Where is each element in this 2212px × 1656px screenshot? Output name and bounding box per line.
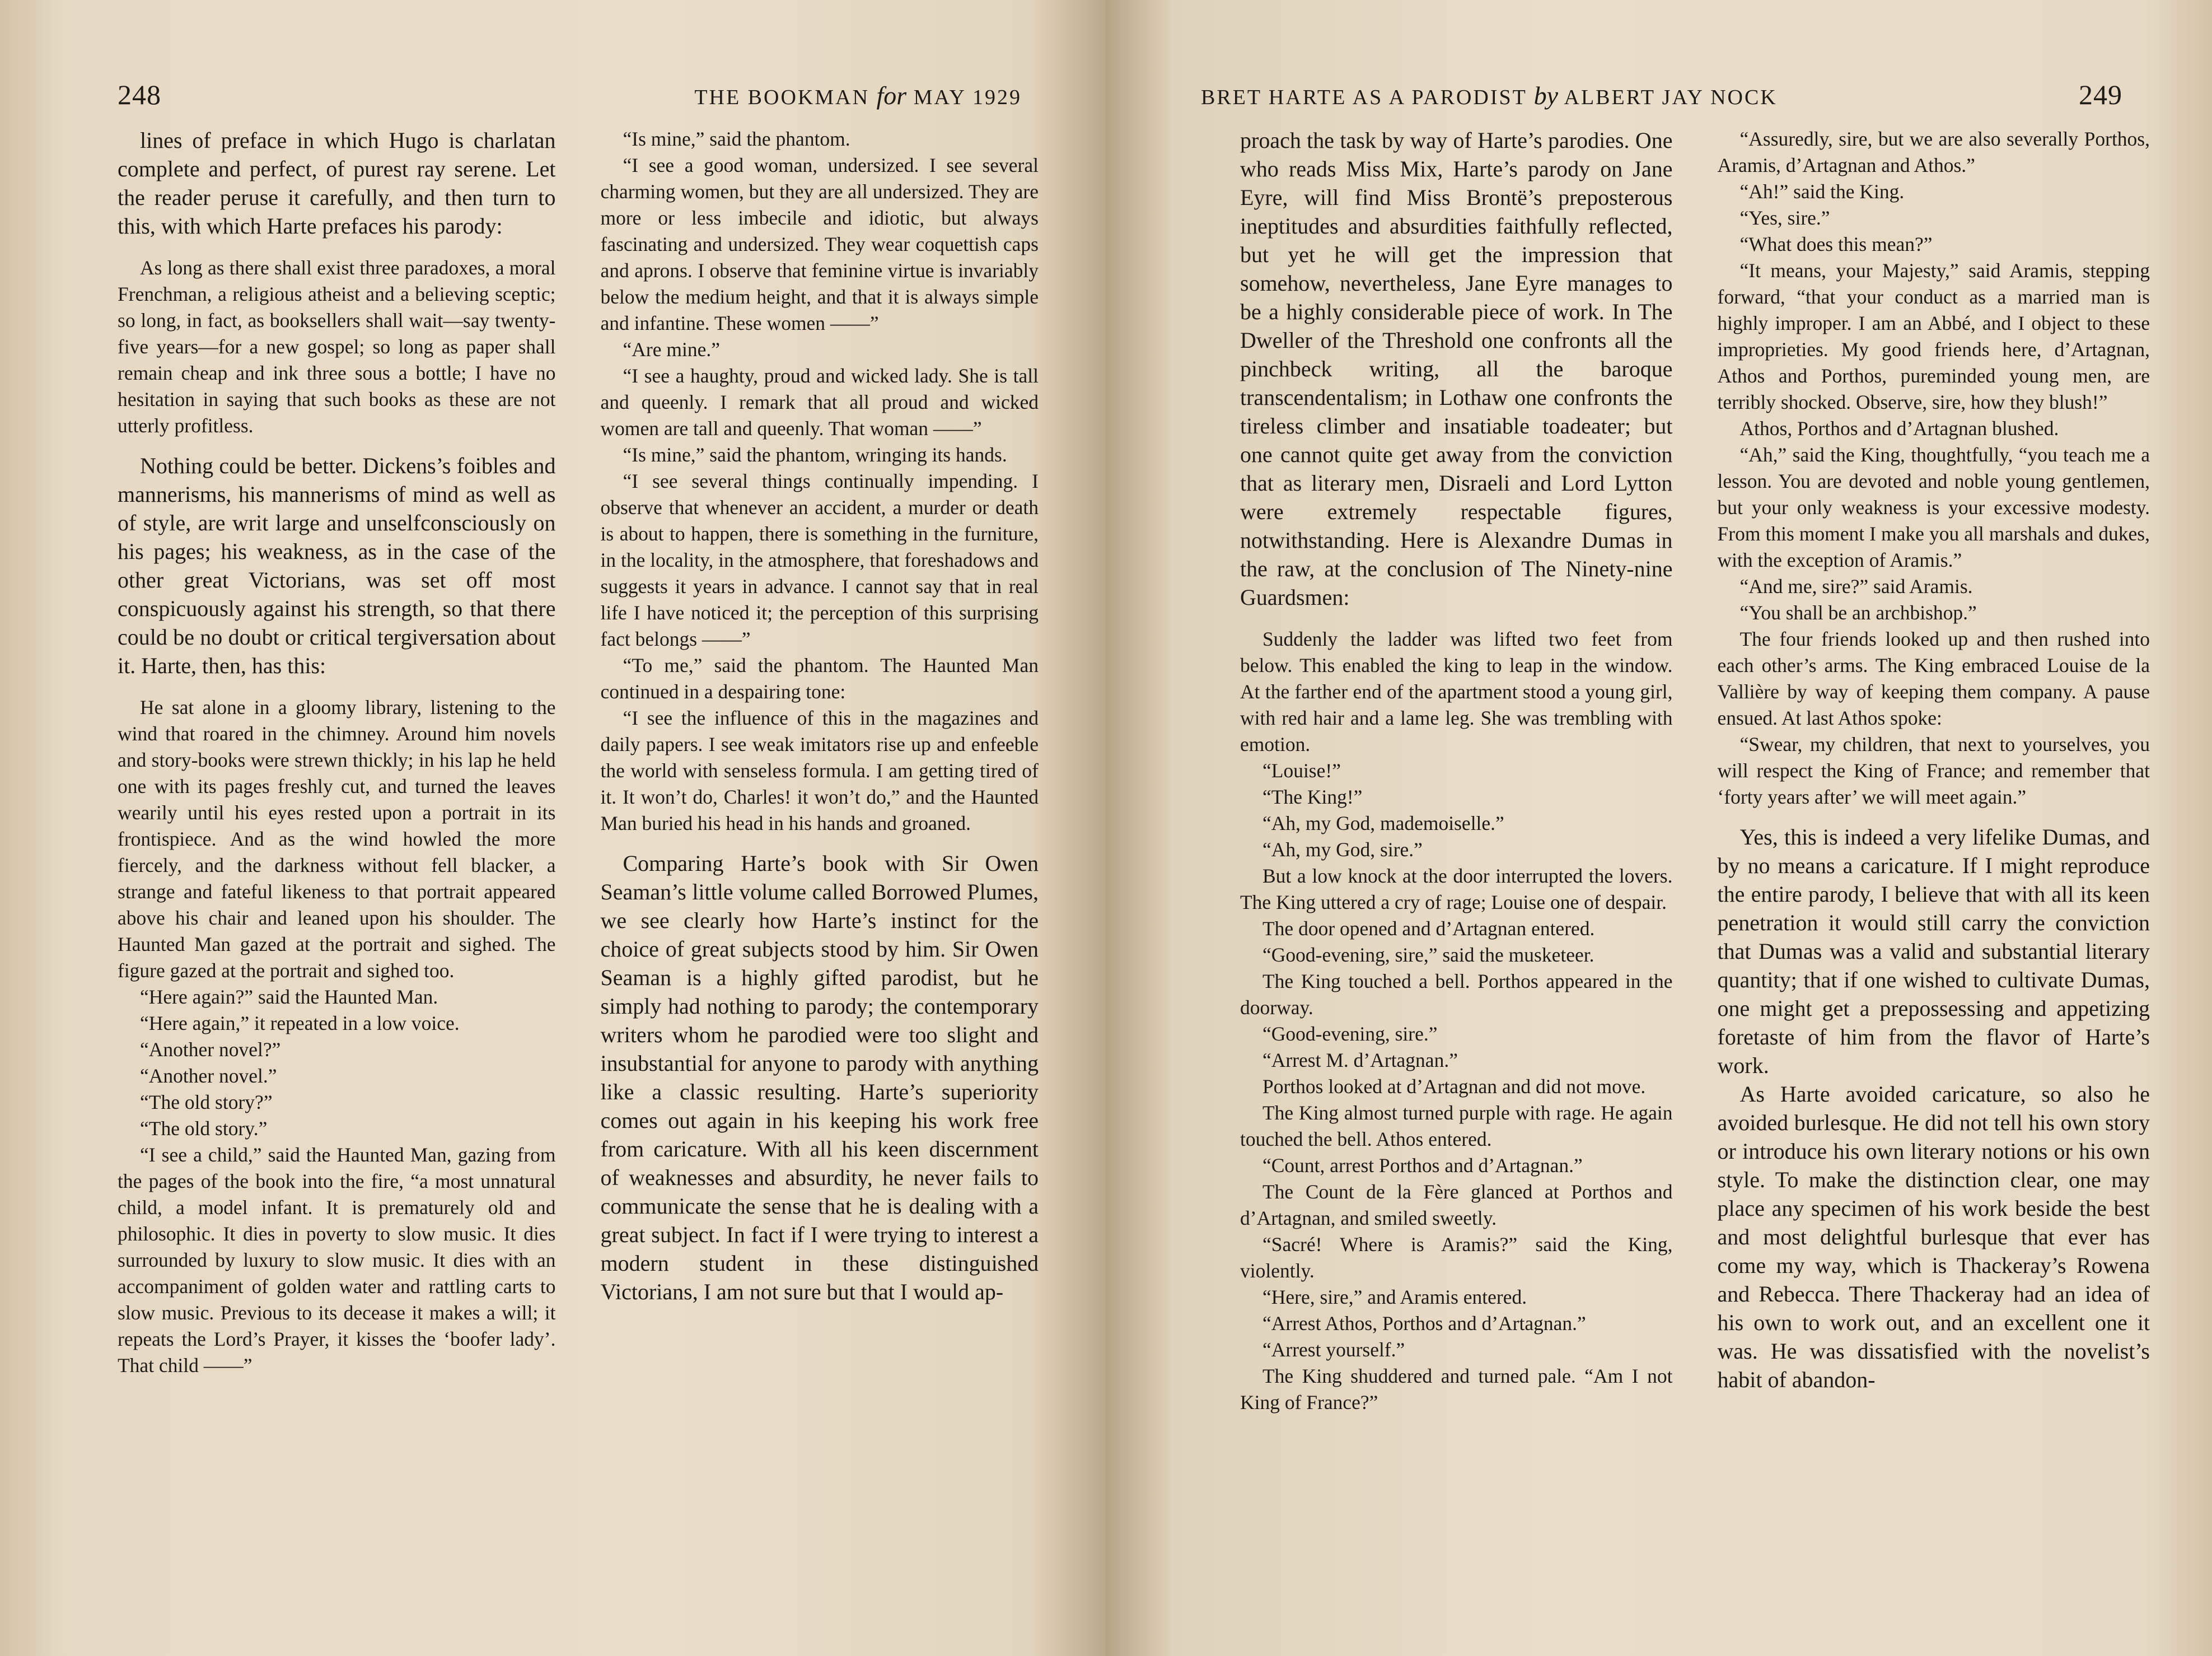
paragraph: As Harte avoided caricature, so also he avoided burlesque. He did not tell his own story or introduce his own literary notions or his own style. To make the distinction clear, one may place any specimen of his work beside the best and most delightful burlesque that ever has come my way, which is Thackeray’s Rowena and Rebecca. There Thackeray had an idea of his own to work out, and an excellent one it was. He was dissatisfied with the novelist’s habit of abandon- [1717,1081,2150,1392]
paragraph: “Good-evening, sire.” [1262,1023,1438,1045]
paragraph: “It means, your Majesty,” said Aramis, stepping forward, “that your conduct as a married man is highly improper. I am an Abbé, and I object to these improprieties. My good friends here, d’Artagnan, Athos and Porthos, pureminded young men, are terribly shocked. Observe, sire, how they blush!” [1717,259,2150,413]
paragraph: “The King!” [1262,786,1363,808]
paragraph: “Is mine,” said the phantom. [623,128,850,150]
paragraph: Comparing Harte’s book with Sir Owen Seaman’s little volume called Borrowed Plumes, we see clearly how Harte’s instinct for the choice of great subjects stood by him. Sir Owen Seaman is a highly gifted parodist, but he simply had nothing to parody; the contemporary writers whom he parodied were too slight and insubstantial for anyone to parody with anything like a classic resulting. Harte’s superiority comes out again in his keeping his work free from caricature. With all his keen discernment of weaknesses and absurdity, he never fails to communicate the sense that he is dealing with a great subject. In fact if I were trying to interest a modern student in these distinguished Victorians, I am not sure but that I would ap- [600,851,1039,1304]
running-head-left [118,78,1022,123]
paragraph: “I see a good woman, undersized. I see several charming women, but they are all undersized. They are more or less imbecile and idiotic, but always fascinating and undersized. They wear coquettish caps and aprons. I observe that feminine virtue is invariably below the medium height, and that it is always simple and infantine. These women ——” [600,154,1039,334]
paragraph: The King almost turned purple with rage. He again touched the bell. Athos entered. [1240,1102,1673,1150]
running-title: BRET HARTE AS A PARODIST by ALBERT JAY NOCK [1201,81,1778,110]
paragraph: Nothing could be better. Dickens’s foibles and mannerisms, his mannerisms of mind as well as of style, are writ large and unselfconsciously on his pages; his weakness, as in the case of the other great Victorians, was set off most conspicuously against his strength, so that there could be no doubt or critical tergiversation about it. Harte, then, has this: [118,453,556,678]
paragraph: “Arrest yourself.” [1262,1338,1405,1361]
page-number: 249 [2079,79,2122,110]
text-columns [118,126,1039,1379]
paragraph: “And me, sire?” said Aramis. [1739,575,1973,598]
paragraph: “Another novel?” [140,1038,281,1061]
paragraph: “The old story?” [140,1091,273,1113]
paragraph: But a low knock at the door interrupted the lovers. The King uttered a cry of rage; Louise one of despair. [1240,865,1673,913]
paragraph: “The old story.” [140,1117,268,1140]
paragraph: “I see the influence of this in the magazines and daily papers. I see weak imitators rise up and enfeeble the world with senseless formula. I am getting tired of it. It won’t do, Charles! it won’t do,” and the Haunted Man buried his head in his hands and groaned. [600,707,1039,834]
right-page [1106,0,2212,1656]
paragraph: “What does this mean?” [1739,233,1933,255]
paragraph: He sat alone in a gloomy library, listening to the wind that roared in the chimney. Around him novels and story-books were strewn thickly; in his lap he held one with its pages freshly cut, and turned the leaves wearily until his eyes rested upon a portrait in its frontispiece. And as the wind howled the more fiercely, and the darkness without fell blacker, a strange and fateful likeness to that portrait appeared above his chair and leaned upon his shoulder. The Haunted Man gazed at the portrait and sighed. The figure gazed at the portrait and sighed too. [118,696,556,982]
paragraph: The four friends looked up and then rushed into each other’s arms. The King embraced Louise de la Vallière by way of keeping them company. A pause ensued. At last Athos spoke: [1717,628,2150,729]
paragraph: Porthos looked at d’Artagnan and did not move. [1262,1075,1646,1098]
paragraph: “Ah,” said the King, thoughtfully, “you teach me a lesson. You are devoted and noble young gentlemen, but your only weakness is your excessive modesty. From this moment I make you all marshals and dukes, with the exception of Aramis.” [1717,444,2150,571]
text-column-2 [1718,126,2150,1416]
text-column-1 [118,126,556,1379]
paragraph: proach the task by way of Harte’s parodies. One who reads Miss Mix, Harte’s parody on Jane Eyre, will find Miss Brontë’s preposterous ineptitudes and absurdities faithfully reflected, but yet he will get the impression that somehow, nevertheless, Jane Eyre manages to be a highly considerable piece of work. In The Dweller of the Threshold one confronts all the pinchbeck writing, all the baroque transcendentalism; in Lothaw one confronts the tireless climber and insatiable toadeater; but one cannot quite get away from the conviction that as literary men, Disraeli and Lord Lytton were extremely respectable figures, notwithstanding. Here is Alexandre Dumas in the raw, at the conclusion of The Ninety-nine Guardsmen: [1240,128,1673,610]
running-title: THE BOOKMAN for MAY 1929 [694,81,1022,110]
paragraph: “Here again,” it repeated in a low voice. [140,1012,460,1034]
paragraph: Suddenly the ladder was lifted two feet from below. This enabled the king to leap in the window. At the farther end of the apartment stood a young girl, with red hair and a lame leg. She was trembling with emotion. [1240,628,1673,755]
paragraph: The door opened and d’Artagnan entered. [1262,917,1595,940]
paragraph: “I see a haughty, proud and wicked lady. She is tall and queenly. I remark that all proud and wicked women are tall and queenly. That woman ——” [600,365,1039,440]
text-column-1 [1240,126,1673,1416]
paragraph: “Ah, my God, mademoiselle.” [1262,812,1504,834]
paragraph: “Ah!” said the King. [1739,180,1905,203]
paragraph: “Assuredly, sire, but we are also severally Porthos, Aramis, d’Artagnan and Athos.” [1717,128,2150,176]
paragraph: The Count de la Fère glanced at Porthos and d’Artagnan, and smiled sweetly. [1240,1181,1673,1229]
paragraph: “Are mine.” [623,338,720,361]
paragraph: “Good-evening, sire,” said the musketeer. [1262,944,1594,966]
text-column-2 [601,126,1039,1379]
paragraph: The King touched a bell. Porthos appeared in the doorway. [1240,970,1673,1019]
paragraph: Yes, this is indeed a very lifelike Dumas, and by no means a caricature. If I might reproduce the entire parody, I believe that with all its keen penetration it would still carry the conviction that Dumas was a valid and substantial literary quantity; that if one wished to cultivate Dumas, one might get a prepossessing and appetizing foretaste of him from the flavor of Harte’s work. [1717,824,2150,1078]
paragraph: “I see a child,” said the Haunted Man, gazing from the pages of the book into the fire, “a most unnatural child, a model infant. It is prematurely old and philosophic. It dies in poverty to slow music. It dies surrounded by luxury to slow music. It dies with an accompaniment of golden water and rattling carts to slow music. Previous to its decease it makes a will; it repeats the Lord’s Prayer, it kisses the ‘boofer lady’. That child ——” [118,1144,556,1377]
paragraph: As long as there shall exist three paradoxes, a moral Frenchman, a religious atheist and a believing sceptic; so long, in fact, as booksellers shall wait—say twenty-five years—for a new gospel; so long as paper shall remain cheap and ink three sous a bottle; I have no hesitation in saying that such books as these are not utterly profitless. [118,256,556,437]
page-number: 248 [118,79,161,110]
paragraph: Athos, Porthos and d’Artagnan blushed. [1739,417,2059,440]
paragraph: “Sacré! Where is Aramis?” said the King, violently. [1240,1233,1673,1282]
paragraph: “You shall be an archbishop.” [1739,601,1977,624]
paragraph: “Swear, my children, that next to yourselves, you will respect the King of France; and remember that ‘forty years after’ we will meet again.” [1717,733,2150,808]
paragraph: “Is mine,” said the phantom, wringing its hands. [623,444,1007,466]
paragraph: “Here, sire,” and Aramis entered. [1262,1286,1527,1308]
paragraph: “Louise!” [1262,759,1341,782]
paragraph: “Ah, my God, sire.” [1262,838,1423,861]
paragraph: “To me,” said the phantom. The Haunted Man continued in a despairing tone: [600,654,1039,703]
paragraph: “Arrest Athos, Porthos and d’Artagnan.” [1262,1312,1586,1335]
paragraph: The King shuddered and turned pale. “Am I not King of France?” [1240,1365,1673,1414]
running-head-right [1201,78,2122,123]
paragraph: “Here again?” said the Haunted Man. [140,986,438,1008]
paragraph: “I see several things continually impending. I observe that whenever an accident, a murder or death is about to happen, there is something in the furniture, in the locality, in the atmosphere, that foreshadows and suggests it years in advance. I cannot say that in real life I have noticed it; the perception of this surprising fact belongs ——” [600,470,1039,650]
text-columns [1240,126,2150,1416]
paragraph: “Count, arrest Porthos and d’Artagnan.” [1262,1154,1583,1177]
paragraph: “Yes, sire.” [1739,207,1830,229]
paragraph: “Arrest M. d’Artagnan.” [1262,1049,1458,1071]
paragraph: lines of preface in which Hugo is charlatan complete and perfect, of purest ray serene. Let the reader peruse it carefully, and then turn to this, with which Harte prefaces his parody: [118,128,556,239]
paragraph: “Another novel.” [140,1065,277,1087]
